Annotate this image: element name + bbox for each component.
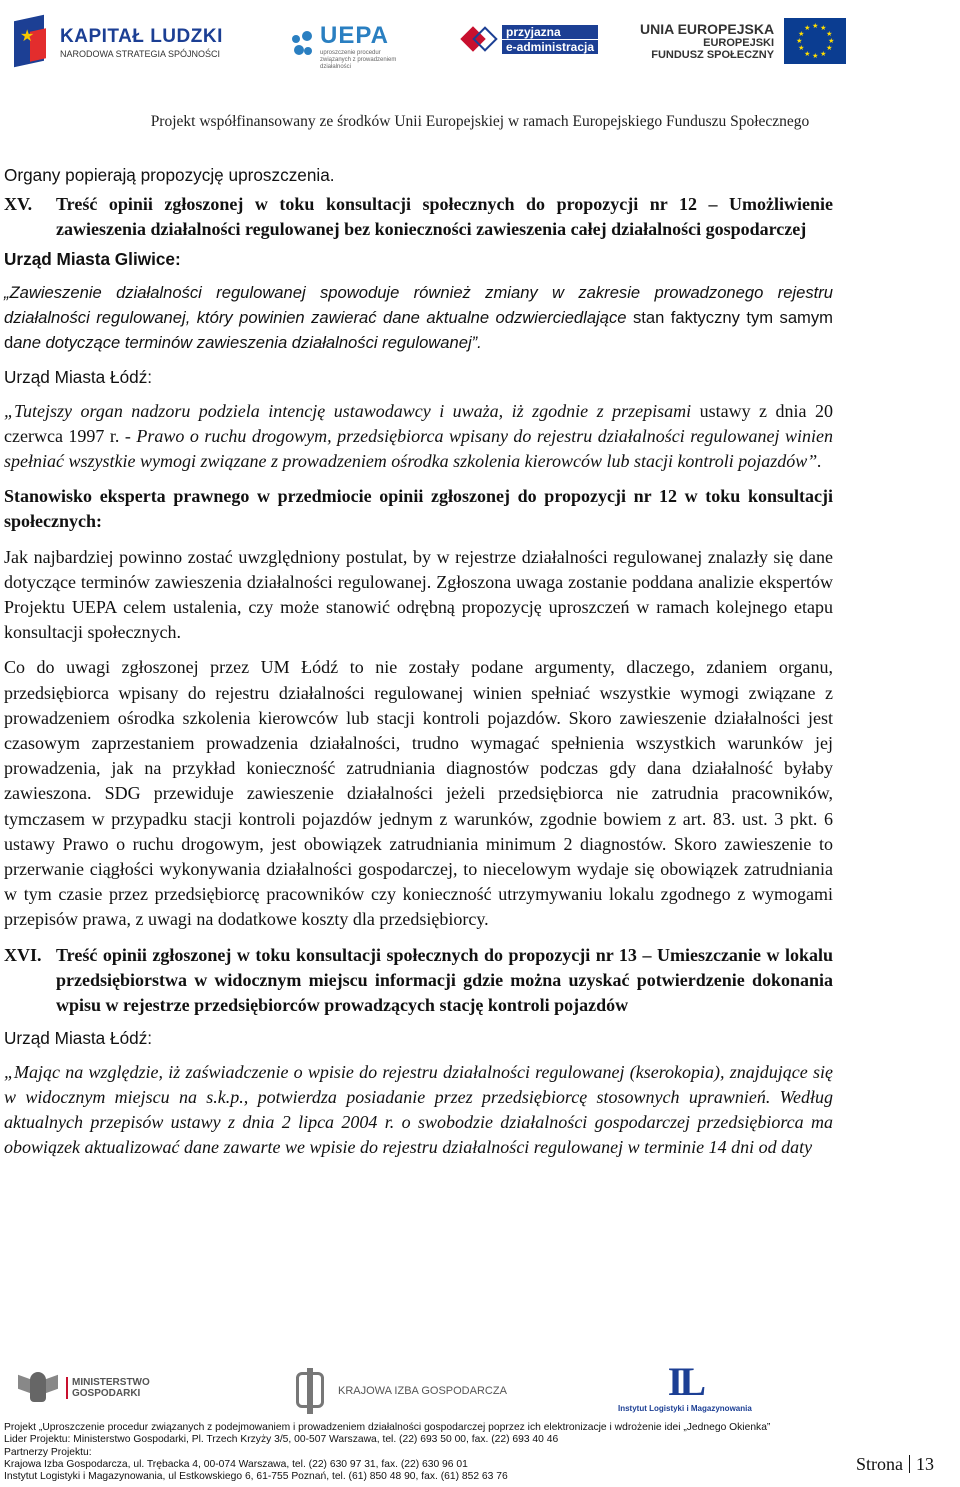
lodz-quote-end: Prawo o ruchu drogowym, przedsiębiorca wpisany do rejestru działalności regulowanej winien spełniać wszystkie wymogi związane z prowadzeniem ośrodka szkolenia kierowców lub stacji kontroli pojazdów”. xyxy=(4,425,834,472)
expert-paragraph-2: Co do uwagi zgłoszonej przez UM Łódź to nie zostały podane argumenty, dlaczego, zdaniem organu, przedsiębiorca wpisany do rejestru działalności regulowanej winien spełniać wszystkie wymogi związane z prowadzeniem ośrodka szkolenia kierowców lub stacji kontroli pojazdów. Skoro zawieszenie działalności jest czasowym zaprzestaniem prowadzenia działalności, trudno wymagać spełnienia wszystkich warunków jej prowadzenia, jak na przykład konieczność zatrudniania diagnostów podczas gdy dana działalność byłaby zawieszona. SDG przewiduje zawieszenie działalności jeżeli przedsiębiorca nie zatrudnia pracowników, tymczasem w przypadku stacji kontroli pojazdów jednym z warunków, zgodnie bowiem z art. 83. ust. 3 pkt. 6 ustawy Prawo o ruchu drogowym, jest obowiązek zatrudniania minimum 2 diagnostów. Skoro zawieszenie to przerwanie ciągłości wykonywania działalności gospodarczej, to niecelowym wydaje się obowiązek zatrudniania w tym czasie przez przedsiębiorcę pracowników czy konieczność utrzymywaniu lokalu zgodnego z wymogami przepisów prawa, z uwagi na dodatkowe koszty dla przedsiębiorcy. xyxy=(4,657,833,930)
ministerstwo-name: MINISTERSTWO GOSPODARKI xyxy=(66,1377,152,1399)
gliwice-quote-plain: stan faktyczny tym samym d xyxy=(4,308,833,353)
footer-kig-line: Krajowa Izba Gospodarcza, ul. Trębacka 4, 00-074 Warszawa, tel. (22) 630 97 31, fax. (22) 630 96 01 xyxy=(4,1458,468,1470)
uepa-subtitle: uproszczenie procedur związanych z prowadzeniem działalności xyxy=(320,50,397,70)
eu-flag-icon: ★ ★ ★ ★ ★ ★ ★ ★ ★ ★ ★ ★ xyxy=(784,18,846,64)
expert-paragraph-1: Jak najbardziej powinno zostać uwzględniony postulat, by w rejestrze działalności regulowanej znalazły się dane dotyczące terminów zawieszenia działalności regulowanej. Zgłoszona uwaga zostanie poddana analizie ekspertów Projektu UEPA celem ustalenia, czy może stanowić odrębną propozycję uproszczeń w ramach kolejnego etapu konsultacji społecznych. xyxy=(4,546,833,643)
kapital-ludzki-icon: ★ xyxy=(10,12,54,72)
gliwice-label: Urząd Miasta Gliwice: xyxy=(4,248,181,269)
lodz-label: Urząd Miasta Łódź: xyxy=(4,1028,153,1049)
cofinancing-line: Projekt współfinansowany ze środków Unii Europejskiej w ramach Europejskiego Funduszu Społecznego xyxy=(150,113,810,130)
eagle-icon xyxy=(18,1366,58,1410)
przyjazna-e-administracja-logo xyxy=(462,22,598,56)
przyjazna-line2: e-administracja xyxy=(502,40,598,54)
ilim-logo xyxy=(618,1359,752,1413)
kapital-ludzki-subtitle: NARODOWA STRATEGIA SPÓJNOŚCI xyxy=(60,48,221,59)
footer-leader-line: Lider Projektu: Ministerstwo Gospodarki, Pl. Trzech Krzyży 3/5, 00-507 Warszawa, tel. (22) 693 50 00, fax. (22) 693 40 46 xyxy=(4,1434,559,1446)
kig-logo xyxy=(290,1368,507,1414)
lodz-label: Urząd Miasta Łódź: xyxy=(4,367,153,388)
eu-logo xyxy=(640,18,846,64)
section-number: XV. xyxy=(4,194,33,215)
lodz-quote: „Mając na względzie, iż zaświadczenie o wpisie do rejestru działalności regulowanej (kserokopia), znajdujące się w widocznym miejscu na s.k.p., potwierdza posiadanie przez przedsiębiorcę stosownych uprawnień. Według aktualnych przepisów ustawy z dnia 2 lipca 2004 r. o swobodzie działalności gospodarczej przedsiębiorca ma obowiązek aktualizować dane zawarte we wpisie do rejestru działalności regulowanej w terminie 14 dni od daty xyxy=(4,1061,833,1158)
expert-heading: Stanowisko eksperta prawnego w przedmiocie opinii zgłoszonej do propozycji nr 12 w toku konsultacji społecznych: xyxy=(4,486,833,532)
gliwice-quote-end: ane dotyczące terminów zawieszenia działalności regulowanej”. xyxy=(13,333,482,353)
uepa-name: UEPA xyxy=(320,22,389,49)
eu-line1: UNIA EUROPEJSKA xyxy=(640,21,775,37)
intro-paragraph: Organy popierają propozycję uproszczenia. xyxy=(4,165,335,185)
section-xv-heading xyxy=(4,192,833,242)
page-value: 13 xyxy=(916,1454,934,1474)
footer-text xyxy=(4,1422,834,1483)
ministerstwo-logo xyxy=(18,1366,152,1410)
kig-icon xyxy=(290,1368,330,1414)
uepa-icon xyxy=(290,31,316,63)
ilim-name: Instytut Logistyki i Magazynowania xyxy=(618,1404,752,1413)
kapital-ludzki-logo xyxy=(10,12,223,72)
section-number: XVI. xyxy=(4,944,42,965)
page-label: Strona xyxy=(856,1454,903,1474)
lodz-quote-plain: ustawy z dnia 20 czerwca 1997 r. - xyxy=(4,400,833,446)
section-xvi-heading xyxy=(4,943,833,1019)
footer-logos xyxy=(0,1359,960,1422)
eu-line2: EUROPEJSKI xyxy=(703,37,775,49)
section-title: Treść opinii zgłoszonej w toku konsultacji społecznych do propozycji nr 13 – Umieszczanie w lokalu przedsiębiorstwa w widocznym miejscu informacji gdzie można uzyskać potwierdzenie dokonania wpisu w rejestrze przedsiębiorców prowadzących stację kontroli pojazdów xyxy=(56,944,833,1016)
footer-project-line: Projekt „Uproszczenie procedur związanych z podejmowaniem i prowadzeniem działalności gospodarczej poprzez ich elektronizacje i wdrożenie idei „Jednego Okienka” xyxy=(4,1422,771,1433)
gliwice-quote xyxy=(4,280,833,356)
footer-ilim-line: Instytut Logistyki i Magazynowania, ul Estkowskiego 6, 61-755 Poznań, tel. (61) 850 48 90, fax. (61) 852 63 76 xyxy=(4,1471,508,1483)
page-number xyxy=(856,1454,934,1475)
gliwice-quote-italic: „Zawieszenie działalności regulowanej spowoduje również zmiany w zakresie prowadzonego rejestru działalności regulowanej, który powinien zawierać dane aktualne odzwierciedlające xyxy=(4,282,833,328)
document-body xyxy=(4,163,833,1170)
kig-name: KRAJOWA IZBA GOSPODARCZA xyxy=(338,1385,507,1397)
przyjazna-line1: przyjazna xyxy=(502,25,598,39)
lodz-quote-italic: „Tutejszy organ nadzoru podziela intencję ustawodawcy i uważa, iż zgodnie z przepisami xyxy=(4,400,692,421)
page-separator xyxy=(909,1455,910,1473)
diamond-icon xyxy=(462,22,496,56)
eu-line3: FUNDUSZ SPOŁECZNY xyxy=(651,49,775,61)
ilim-icon: IL xyxy=(667,1359,703,1404)
kapital-ludzki-name: KAPITAŁ LUDZKI xyxy=(60,25,223,47)
lodz-quote xyxy=(4,399,833,475)
section-title: Treść opinii zgłoszonej w toku konsultacji społecznych do propozycji nr 12 – Umożliwienie zawieszenia działalności regulowanej bez konieczności zawieszenia całej działalności gospodarczej xyxy=(56,194,833,240)
uepa-logo xyxy=(290,22,400,71)
header-logos xyxy=(0,0,960,80)
footer-partners-label: Partnerzy Projektu: xyxy=(4,1446,92,1458)
